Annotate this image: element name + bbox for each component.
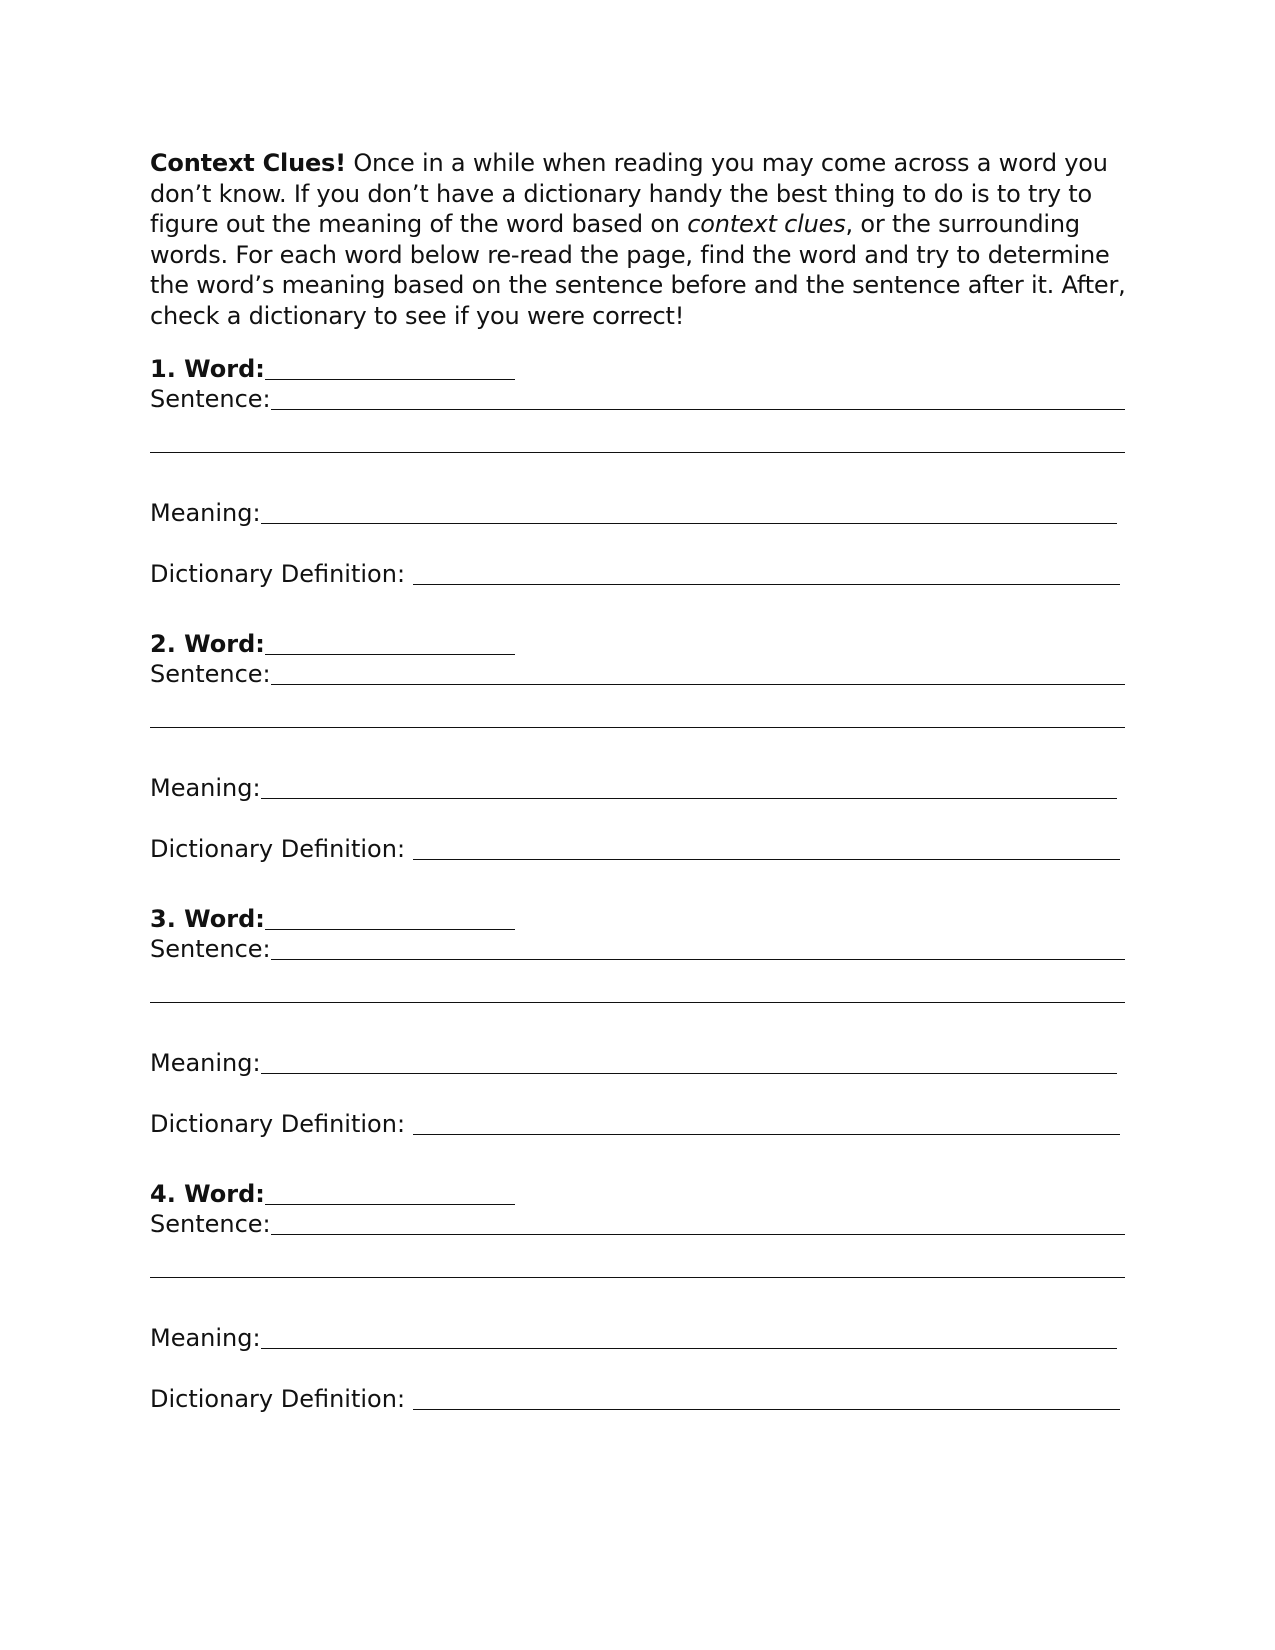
instructions-text-part-1: Once in a while when reading you may come across a word you don’t know. If you don’t have a dictionary handy the best thing to do is to try to figure out the meaning of the word based on: [150, 149, 1108, 238]
entry-1: [150, 352, 1125, 602]
word-row: [150, 1177, 515, 1209]
dictionary-label: Dictionary Definition:: [150, 1110, 413, 1138]
word-label: 4. Word:: [150, 1180, 265, 1208]
instructions-emphasis: context clues: [687, 210, 846, 238]
dictionary-blank[interactable]: [413, 560, 1120, 585]
meaning-row: [150, 771, 1117, 803]
sentence-blank[interactable]: [271, 1210, 1125, 1235]
sentence-blank[interactable]: [271, 935, 1125, 960]
sentence-label: Sentence:: [150, 660, 271, 688]
word-row: [150, 352, 515, 384]
meaning-blank[interactable]: [261, 1049, 1117, 1074]
meaning-row: [150, 1046, 1117, 1078]
sentence-label: Sentence:: [150, 935, 271, 963]
sentence-blank[interactable]: [271, 660, 1125, 685]
instructions-text-part-2: , or the surrounding words. For each word below re-read the page, find the word and try to determine the word’s meaning based on the sentence before and the sentence after it. After, check a dictionary to see if you were correct!: [150, 210, 1126, 330]
sentence-continuation-blank[interactable]: [150, 1002, 1125, 1003]
sentence-continuation-blank[interactable]: [150, 452, 1125, 453]
meaning-blank[interactable]: [261, 774, 1117, 799]
dictionary-blank[interactable]: [413, 1385, 1120, 1410]
dictionary-label: Dictionary Definition:: [150, 1385, 413, 1413]
word-row: [150, 627, 515, 659]
word-blank[interactable]: [265, 1180, 515, 1205]
sentence-row: [150, 932, 1125, 964]
sentence-row: [150, 1207, 1125, 1239]
sentence-row: [150, 382, 1125, 414]
dictionary-label: Dictionary Definition:: [150, 835, 413, 863]
dictionary-row: [150, 832, 1120, 864]
meaning-blank[interactable]: [261, 499, 1117, 524]
word-label: 3. Word:: [150, 905, 265, 933]
sentence-continuation-blank[interactable]: [150, 1277, 1125, 1278]
dictionary-row: [150, 1382, 1120, 1414]
word-label: 2. Word:: [150, 630, 265, 658]
entry-2: [150, 627, 1125, 877]
instructions-paragraph: [150, 148, 1130, 331]
entry-4: [150, 1177, 1125, 1427]
meaning-label: Meaning:: [150, 499, 261, 527]
meaning-label: Meaning:: [150, 774, 261, 802]
sentence-label: Sentence:: [150, 1210, 271, 1238]
word-blank[interactable]: [265, 355, 515, 380]
instructions-title: Context Clues!: [150, 149, 346, 177]
dictionary-row: [150, 557, 1120, 589]
sentence-label: Sentence:: [150, 385, 271, 413]
meaning-label: Meaning:: [150, 1049, 261, 1077]
word-blank[interactable]: [265, 630, 515, 655]
sentence-blank[interactable]: [271, 385, 1125, 410]
sentence-continuation-blank[interactable]: [150, 727, 1125, 728]
dictionary-blank[interactable]: [413, 835, 1120, 860]
meaning-blank[interactable]: [261, 1324, 1117, 1349]
meaning-row: [150, 496, 1117, 528]
meaning-row: [150, 1321, 1117, 1353]
meaning-label: Meaning:: [150, 1324, 261, 1352]
word-label: 1. Word:: [150, 355, 265, 383]
dictionary-label: Dictionary Definition:: [150, 560, 413, 588]
sentence-row: [150, 657, 1125, 689]
word-row: [150, 902, 515, 934]
dictionary-blank[interactable]: [413, 1110, 1120, 1135]
dictionary-row: [150, 1107, 1120, 1139]
entry-3: [150, 902, 1125, 1152]
word-blank[interactable]: [265, 905, 515, 930]
